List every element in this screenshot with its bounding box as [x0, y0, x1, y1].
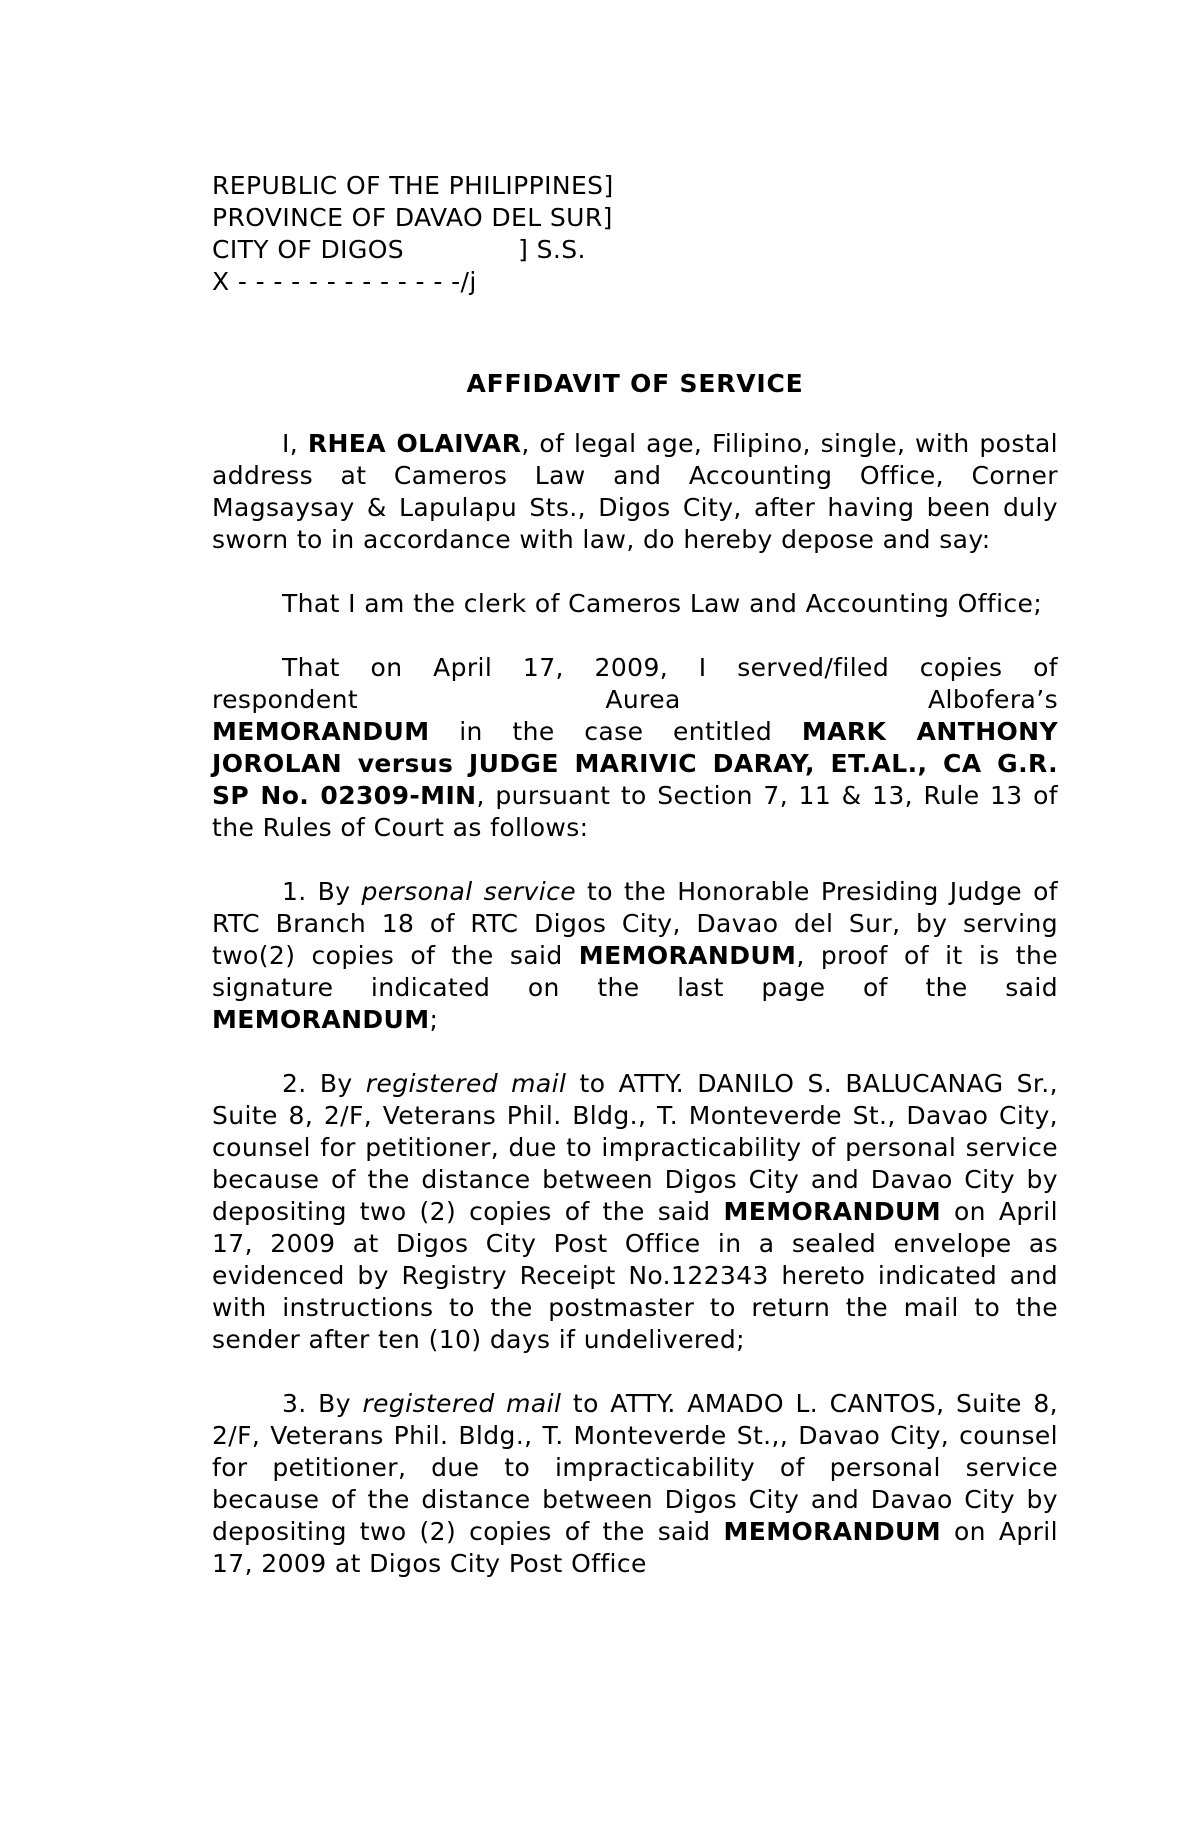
- caption-ss: ] S.S.: [518, 235, 586, 264]
- caption-province: PROVINCE OF DAVAO DEL SUR]: [212, 203, 613, 232]
- intro-paragraph: I, RHEA OLAIVAR, of legal age, Filipino, single, with postal address at Cameros Law and Accounting Office, Corner Magsaysay & Lapulapu Sts., Digos City, after having been duly sworn to in accordance with law, do hereby depose and say:: [212, 429, 1059, 554]
- service-item-3: 3. By registered mail to ATTY. AMADO L. CANTOS, Suite 8, 2/F, Veterans Phil. Bldg., T. Monteverde St.,, Davao City, counsel for petitioner, due to impracticability of personal service because of the distance between Digos City and Davao City by depositing two (2) copies of the said MEMORANDUM on April 17, 2009 at Digos City Post Office: [212, 1389, 1059, 1578]
- document-title: AFFIDAVIT OF SERVICE: [466, 369, 804, 398]
- service-line-2: respondent Aurea Albofera’s: [212, 685, 1058, 714]
- service-mode-personal: personal service: [361, 877, 576, 906]
- venue-caption: [212, 170, 1058, 298]
- service-paragraph: [212, 652, 1058, 844]
- affiant-name: RHEA OLAIVAR: [307, 429, 522, 458]
- service-item-1: 1. By personal service to the Honorable Presiding Judge of RTC Branch 18 of RTC Digos City, Davao del Sur, by serving two(2) copies of the said MEMORANDUM, proof of it is the signature indicated on the last page of the said MEMORANDUM;: [212, 877, 1059, 1034]
- caption-city-name: CITY OF DIGOS: [212, 235, 405, 264]
- affidavit-body: [212, 170, 1058, 1580]
- service-mode-registered: registered mail: [362, 1389, 562, 1418]
- service-item-2: 2. By registered mail to ATTY. DANILO S. BALUCANAG Sr., Suite 8, 2/F, Veterans Phil. Bldg., T. Monteverde St., Davao City, counsel for petitioner, due to impracticability of personal service because of the distance between Digos City and Davao City by depositing two (2) copies of the said MEMORANDUM on April 17, 2009 at Digos City Post Office in a sealed envelope as evidenced by Registry Receipt No.122343 hereto indicated and with instructions to the postmaster to return the mail to the sender after ten (10) days if undelivered;: [212, 1069, 1058, 1354]
- service-line-rest: MEMORANDUM in the case entitled MARK ANTHONY JOROLAN versus JUDGE MARIVIC DARAY, ET.AL., CA G.R. SP No. 02309-MIN, pursuant to Section 7, 11 & 13, Rule 13 of the Rules of Court as follows:: [212, 717, 1059, 842]
- caption-divider: X - - - - - - - - - - - - -/j: [212, 267, 477, 296]
- memorandum-label: MEMORANDUM: [212, 717, 430, 746]
- clerk-paragraph: That I am the clerk of Cameros Law and Accounting Office;: [282, 589, 1043, 618]
- case-title: MARK ANTHONY JOROLAN versus JUDGE MARIVIC DARAY, ET.AL., CA G.R. SP No. 02309-MIN: [212, 717, 1059, 810]
- caption-city: [212, 234, 1058, 266]
- service-line-1: That on April 17, 2009, I served/filed copies of: [282, 653, 1058, 682]
- service-mode-registered: registered mail: [365, 1069, 567, 1098]
- caption-republic: REPUBLIC OF THE PHILIPPINES]: [212, 171, 614, 200]
